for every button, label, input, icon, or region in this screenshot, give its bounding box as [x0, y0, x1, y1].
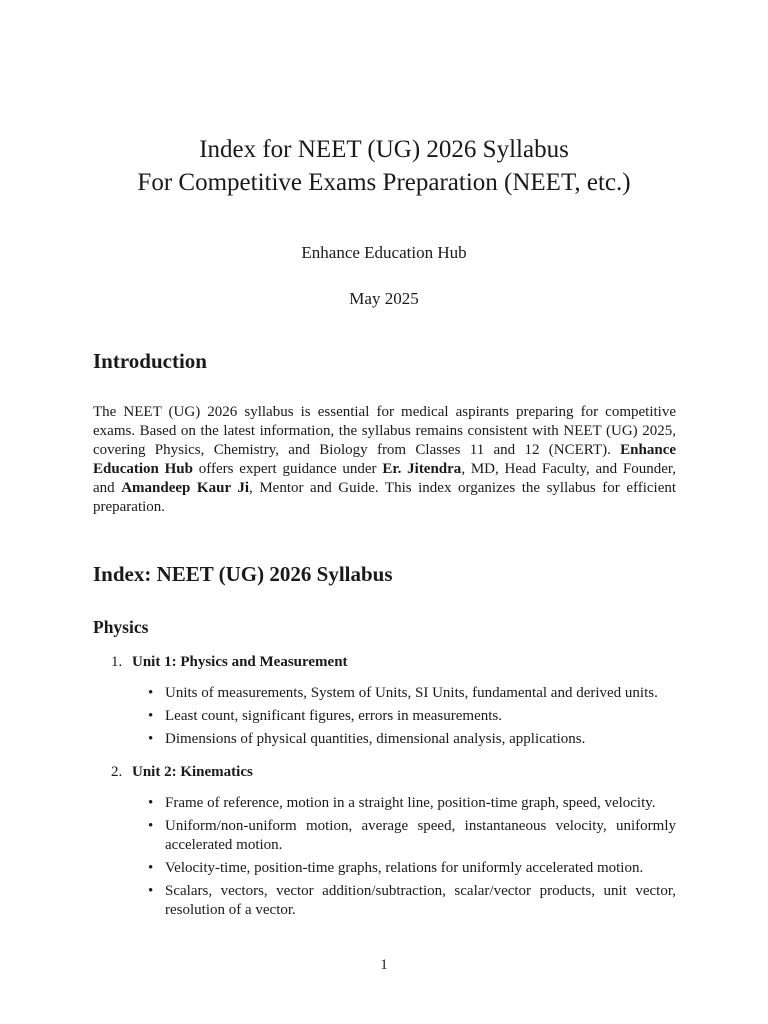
bullet-icon: •: [148, 818, 154, 834]
intro-text-1: The NEET (UG) 2026 syllabus is essential for medical aspirants preparing for competitive exams. Based on the latest information, the syllabus remains consistent with NEET (UG) 2025, covering Physics, Chemistry, and Biology from Classes 11 and 12 (NCERT).: [93, 404, 676, 458]
introduction-paragraph: [93, 403, 676, 517]
list-item: [148, 882, 676, 920]
unit-number: 1.: [111, 654, 123, 670]
unit-point-list: [93, 684, 676, 749]
unit-item: [93, 763, 676, 920]
unit-point-list: [93, 794, 676, 920]
unit-title: Unit 1: Physics and Measurement: [132, 654, 348, 670]
intro-person-2: Amandeep Kaur Ji: [121, 480, 250, 496]
list-item: [148, 794, 676, 813]
intro-org-name: Enhance Education Hub: [93, 442, 677, 477]
document-date: May 2025: [349, 289, 419, 308]
main-content: [93, 346, 676, 934]
list-item: [148, 730, 676, 749]
list-item-text: Units of measurements, System of Units, SI Units, fundamental and derived units.: [165, 685, 658, 701]
unit-heading: [93, 653, 676, 672]
unit-list: [93, 653, 676, 920]
list-item-text: Dimensions of physical quantities, dimensional analysis, applications.: [165, 731, 586, 747]
title-block: [0, 133, 768, 309]
intro-text-2: offers expert guidance under: [198, 461, 377, 477]
document-title-line-1: Index for NEET (UG) 2026 Syllabus: [199, 136, 569, 163]
list-item-text: Scalars, vectors, vector addition/subtraction, scalar/vector products, unit vector, resolution of a vector.: [165, 883, 676, 918]
list-item-text: Uniform/non-uniform motion, average speed, instantaneous velocity, uniformly accelerated motion.: [165, 818, 676, 853]
list-item: [148, 859, 676, 878]
document-author: Enhance Education Hub: [301, 243, 467, 262]
unit-title: Unit 2: Kinematics: [132, 764, 253, 780]
unit-number: 2.: [111, 764, 123, 780]
index-heading: Index: NEET (UG) 2026 Syllabus: [93, 562, 393, 586]
introduction-heading: Introduction: [93, 349, 207, 373]
intro-person-1: Er. Jitendra: [382, 461, 462, 477]
intro-text-4: , Mentor and Guide. This index organizes the syllabus for efficient preparation.: [93, 480, 677, 515]
list-item: [148, 684, 676, 703]
unit-item: [93, 653, 676, 749]
list-item-text: Frame of reference, motion in a straight line, position-time graph, speed, velocity.: [165, 795, 656, 811]
list-item-text: Least count, significant figures, errors in measurements.: [165, 708, 502, 724]
bullet-icon: •: [148, 708, 154, 724]
bullet-icon: •: [148, 795, 154, 811]
bullet-icon: •: [148, 685, 154, 701]
document-title-line-2: For Competitive Exams Preparation (NEET, etc.): [137, 169, 631, 196]
subject-heading-physics: Physics: [93, 617, 149, 637]
unit-heading: [93, 763, 676, 782]
page-number: 1: [380, 957, 388, 973]
bullet-icon: •: [148, 860, 154, 876]
list-item: [148, 707, 676, 726]
bullet-icon: •: [148, 731, 154, 747]
bullet-icon: •: [148, 883, 154, 899]
list-item: [148, 817, 676, 855]
list-item-text: Velocity-time, position-time graphs, relations for uniformly accelerated motion.: [165, 860, 644, 876]
intro-text-3: , MD, Head Faculty, and Founder, and: [93, 461, 677, 496]
